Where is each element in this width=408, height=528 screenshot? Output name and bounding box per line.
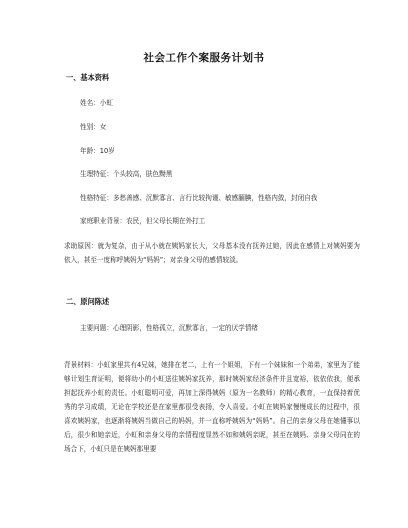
document-title: 社会工作个案服务计划书 <box>143 52 265 64</box>
field-gender: 性别：女 <box>80 123 107 131</box>
field-name: 姓名：小虹 <box>80 99 113 107</box>
field-family-background: 家庭职业背景：农民，但父母长期在外打工 <box>80 217 206 225</box>
field-appearance: 生理特征：个头较高，肤色黝黑 <box>80 170 173 178</box>
field-main-problem: 主要问题：心理阴影，性格孤立，沉默寡言，一定的厌学情绪 <box>80 324 259 332</box>
background-paragraph: 背景材料：小虹家里共有4兄妹，她排在老二，上有一个姐姐，下有一个妹妹和一个弟弟，家里为了能够计划生育证明，便将幼小的小虹送往姨妈家抚养，那时姨妈家经济条件并且宽裕，依依依我，便承担起抚养小虹的责任。小虹聪明可爱，再加上深得姨妈（原为一名教师）的精心教育，一直保持着优秀的学习成绩，无论在学校还是在家里都很受表扬，令人喜爱。小虹在姨妈家慢慢成长的过程中，很喜欢姨妈家，也逐渐将姨妈当做自己的妈妈，并一直称呼姨妈为“妈妈”。自己的亲身父母在她懂事以后，很少和她亲近，小虹和亲身父母的亲情程度显然不如和姨妈亲昵，甚至在姨妈、亲身父母同在的场合下，小虹只是在姨妈那里要 <box>64 361 360 453</box>
section-heading-basic-info: 一、基本资料 <box>66 73 110 82</box>
field-personality: 性格特征：多愁善感、沉默寡言、言行比较拘谨、敏感腼腆，性格内敛，封闭自我 <box>80 194 318 202</box>
section-heading-problem: 二、原问陈述 <box>66 297 110 306</box>
field-age: 年龄：10岁 <box>80 147 115 155</box>
reason-paragraph: 求助原因：就为复杂，由于从小就在姨妈家长大，父母基本没有抚养过她，因此在感情上对姨妈要为依入，甚至一度称呼姨妈为“妈妈”；对亲身父母的感情较淡。 <box>64 242 360 264</box>
